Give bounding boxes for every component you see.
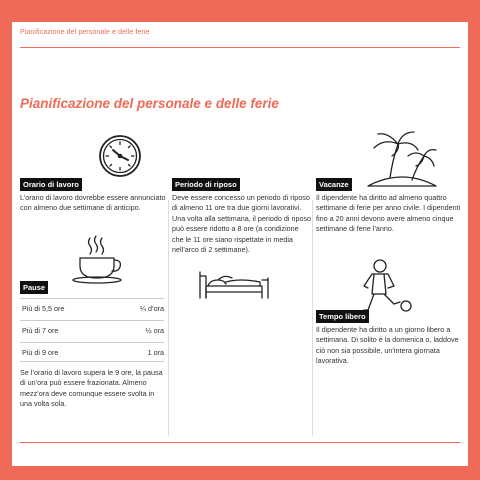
section-label-orario: Orario di lavoro <box>20 178 82 191</box>
palm-island-icon <box>364 126 440 190</box>
row-break: ¼ d’ora <box>140 304 164 313</box>
bed-icon <box>196 268 272 300</box>
section-label-riposo: Periodo di riposo <box>172 178 240 191</box>
clock-icon <box>98 134 142 178</box>
footer-rule <box>20 442 460 443</box>
pause-note: Se l’orario di lavoro supera le 9 ore, la pausa di un’ora può essere frazionata. Almeno mezz’ora deve comunque essere svolta in una volta sola. <box>20 368 163 409</box>
vacanze-text: Il dipendente ha diritto ad almeno quattro settimane di ferie per anno civile. I dipendenti fino a 20 anni devono avere almeno cinque settimane di ferie l’anno. <box>316 193 461 234</box>
row-hours: Più di 5,5 ore <box>22 304 65 313</box>
row-break: 1 ora <box>147 348 164 357</box>
row-hours: Più di 7 ore <box>22 326 59 335</box>
section-label-vacanze: Vacanze <box>316 178 352 191</box>
orario-text: L’orario di lavoro dovrebbe essere annunciato con almeno due settimane di anticipo. <box>20 193 166 213</box>
table-row <box>20 298 164 318</box>
riposo-text: Deve essere concesso un periodo di riposo di almeno 11 ore tra due giorni lavorativi. Una volta alla settimana, il periodo di riposo può essere ridotto a 8 ore (a condizione che le 11 ore siano rispettate in media nell’arco di 2 settimane). <box>172 193 312 255</box>
row-break: ½ ora <box>145 326 164 335</box>
page-title: Pianificazione del personale e delle ferie <box>20 96 279 111</box>
tempo-libero-text: Il dipendente ha diritto a un giorno libero a settimana. Di solito è la domenica o, laddove ciò non sia possibile, un’intera giornata lavorativa. <box>316 325 459 366</box>
section-label-pause: Pause <box>20 281 48 294</box>
table-row <box>20 320 164 340</box>
header-rule <box>20 47 460 48</box>
football-player-icon <box>356 258 416 314</box>
page <box>12 22 468 466</box>
section-label-tempo-libero: Tempo libero <box>316 310 369 323</box>
row-hours: Più di 9 ore <box>22 348 59 357</box>
table-row <box>20 342 164 362</box>
coffee-cup-icon <box>68 236 124 284</box>
column-divider <box>168 200 169 436</box>
running-head: Pianificazione del personale e delle ferie <box>20 29 150 36</box>
column-divider <box>312 200 313 436</box>
